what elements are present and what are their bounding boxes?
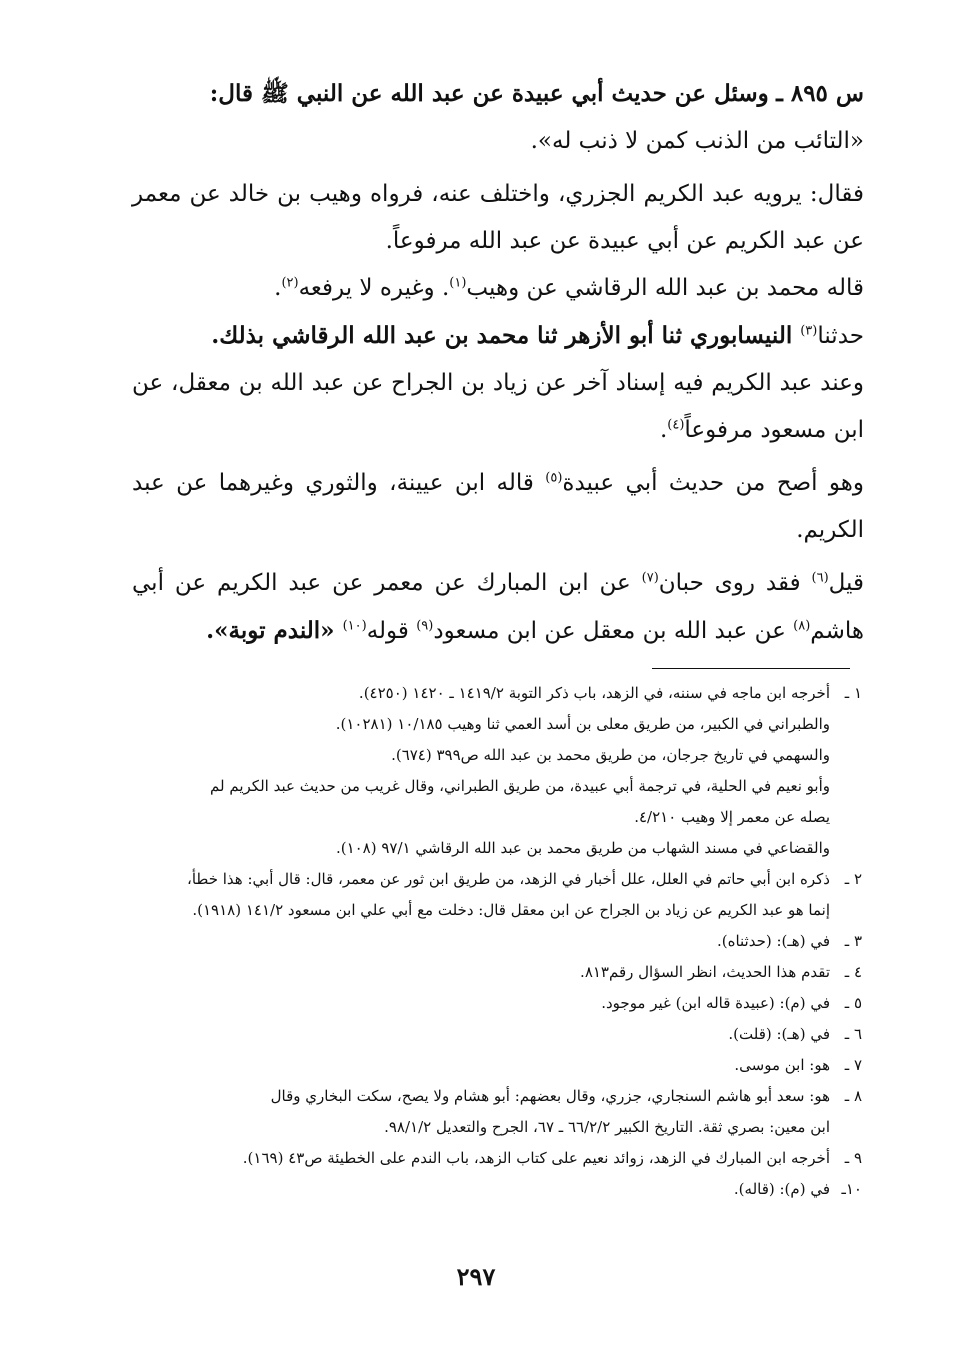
footnote-number: ٦ ـ — [844, 1025, 862, 1043]
footnote-ref-6: (٦) — [811, 570, 829, 586]
text-span: قيل — [828, 570, 864, 596]
answer-paragraph-3 — [132, 312, 864, 360]
footnote-1 — [140, 678, 862, 864]
main-text — [132, 70, 864, 655]
footnote-9 — [140, 1143, 862, 1174]
text-span: عن ابن المبارك عن معمر عن عبد الكريم عن أبي — [132, 570, 642, 596]
footnote-line: يصله عن معمر إلا وهيب ٤/٢١٠. — [634, 808, 830, 826]
answer-paragraph-6 — [132, 560, 864, 655]
text-span: حدثنا — [817, 323, 864, 349]
footnote-line: ابن معين: بصري ثقة. التاريخ الكبير ٦٦/٢/٢ ـ ٦٧، الجرح والتعديل ٩٨/١/٢. — [384, 1118, 830, 1136]
footnote-line: في (هـ): (قلت). — [728, 1025, 830, 1043]
answer-p1-line-1: فقال: يرويه عبد الكريم الجزري، واختلف عنه، فرواه وهيب بن خالد عن — [189, 181, 864, 207]
footnote-body — [140, 864, 830, 926]
footnote-4 — [140, 957, 862, 988]
footnote-2 — [140, 864, 862, 926]
text-span: قاله محمد بن عبد الله الرقاشي عن وهيب — [466, 275, 864, 301]
text-span: قوله — [366, 618, 417, 644]
answer-paragraph-2 — [132, 265, 864, 312]
question-line-1 — [132, 70, 864, 118]
page-number: ٢٩٧ — [456, 1262, 496, 1291]
footnote-line: والطبراني في الكبير، من طريق معلى بن أسد العمي ثنا وهيب ١٠/١٨٥ (١٠٢٨١). — [335, 715, 830, 733]
footnotes — [140, 678, 862, 1205]
footnote-6 — [140, 1019, 862, 1050]
text-span: عن عبد الله بن معقل عن ابن مسعود — [433, 618, 794, 644]
footnote-line: في (هـ): (حدثناه). — [716, 932, 830, 950]
text-span: . وغيره لا يرفعه — [298, 275, 450, 301]
footnote-line: أخرجه ابن المبارك في الزهد، زوائد نعيم على كتاب الزهد، باب الندم على الخطيئة ص٤٣ (١٦٩). — [242, 1149, 830, 1167]
answer-paragraph-5 — [132, 460, 864, 554]
footnote-line: هو: ابن موسى. — [734, 1056, 830, 1074]
footnote-10 — [140, 1174, 862, 1205]
footnote-ref-4: (٤) — [667, 417, 685, 433]
footnote-number: ٩ ـ — [844, 1149, 862, 1167]
text-span: فقد روى حبان — [658, 570, 812, 596]
footnote-body — [140, 1174, 830, 1205]
footnote-body — [140, 926, 830, 957]
question-text: وسئل عن حديث أبي عبيدة عن عبد الله عن النبي ﷺ قال: — [209, 80, 769, 107]
question-label: س ٨٩٥ ـ — [776, 80, 864, 107]
footnote-body — [140, 1019, 830, 1050]
answer-paragraph-1 — [132, 171, 864, 265]
answer-paragraph-4 — [132, 360, 864, 454]
footnote-ref-5: (٥) — [545, 470, 563, 486]
footnote-line: وأبو نعيم في الحلية، في ترجمة أبي عبيدة، من طريق الطبراني، وقال غريب من حديث عبد الكريم لم — [210, 777, 830, 795]
footnote-ref-10: (١٠) — [342, 618, 367, 634]
text-span: عبد الكريم. — [132, 470, 864, 543]
footnote-body — [140, 957, 830, 988]
footnote-number: ٤ ـ — [844, 963, 862, 981]
footnote-number: ٥ ـ — [844, 994, 862, 1012]
footnote-number: ١٠ـ — [841, 1180, 862, 1198]
footnote-body — [140, 1143, 830, 1174]
footnote-ref-2: (٢) — [281, 275, 299, 291]
footnote-line: في (م): (قاله). — [733, 1180, 830, 1198]
footnote-ref-1: (١) — [449, 275, 467, 291]
text-span: . — [659, 417, 668, 443]
footnote-8 — [140, 1081, 862, 1143]
footnote-3 — [140, 926, 862, 957]
footnote-body — [140, 988, 830, 1019]
answer-p1-line-2: معمر عن عبد الكريم عن أبي عبيدة عن عبد الله مرفوعاً. — [132, 181, 864, 254]
footnote-line: هو: سعد أبو هاشم السنجاري، جزري، وقال بعضهم: أبو هشام ولا يصح، سكت البخاري وقال — [270, 1087, 830, 1105]
text-span: وهو أصح من حديث أبي عبيدة — [562, 470, 865, 496]
footnote-5 — [140, 988, 862, 1019]
footnote-line: إنما هو عبد الكريم عن زياد بن الجراح عن ابن معقل قال: دخلت مع أبي علي ابن مسعود ١٤١/٢ (١٩١٨). — [192, 901, 830, 919]
footnote-number: ١ ـ — [844, 684, 862, 702]
question-line-2: «التائب من الذنب كمن لا ذنب له». — [530, 128, 864, 154]
text-span: النيسابوري ثنا أبو الأزهر ثنا محمد بن عبد الله الرقاشي بذلك. — [211, 322, 801, 349]
footnote-ref-3: (٣) — [800, 323, 818, 339]
footnote-line: أخرجه ابن ماجه في سننه، في الزهد، باب ذكر التوبة ١٤١٩/٢ ـ ١٤٢٠ (٤٢٥٠). — [358, 684, 830, 702]
text-span: قاله ابن عيينة، والثوري وغيرهما عن — [176, 470, 546, 496]
footnote-ref-7: (٧) — [641, 570, 659, 586]
footnote-body — [140, 678, 830, 864]
footnote-line: ذكره ابن أبي حاتم في العلل، علل أخبار في الزهد، من طريق ابن ثور عن معمر، قال: قال أبي: هذا خطأ، — [187, 870, 830, 888]
footnote-line: والسهمي في تاريخ جرجان، من طريق محمد بن عبد الله ص٣٩٩ (٦٧٤). — [391, 746, 830, 764]
answer-p4-line-1: وعند عبد الكريم فيه إسناد آخر عن زياد بن الجراح عن عبد الله بن معقل، — [171, 370, 864, 396]
text-span: . — [274, 275, 282, 301]
text-span: «الندم توبة». — [206, 617, 343, 644]
footnote-body — [140, 1050, 830, 1081]
footnote-body — [140, 1081, 830, 1143]
footnote-7 — [140, 1050, 862, 1081]
footnote-number: ٧ ـ — [844, 1056, 862, 1074]
footnote-ref-9: (٩) — [416, 618, 434, 634]
footnote-line: في (م): (عبيدة قاله ابن) غير موجود. — [601, 994, 830, 1012]
footnote-ref-8: (٨) — [793, 618, 811, 634]
text-span: هاشم — [810, 618, 864, 644]
footnote-line: تقدم هذا الحديث، انظر السؤال رقم٨١٣. — [580, 963, 830, 981]
footnote-number: ٣ ـ — [844, 932, 862, 950]
footnote-separator — [652, 668, 850, 669]
footnote-number: ٨ ـ — [844, 1087, 862, 1105]
footnote-line: والقضاعي في مسند الشهاب من طريق محمد بن عبد الله الرقاشي ٩٧/١ (١٠٨). — [335, 839, 830, 857]
footnote-number: ٢ ـ — [844, 870, 862, 888]
text-span: عن ابن مسعود مرفوعاً — [132, 370, 864, 443]
